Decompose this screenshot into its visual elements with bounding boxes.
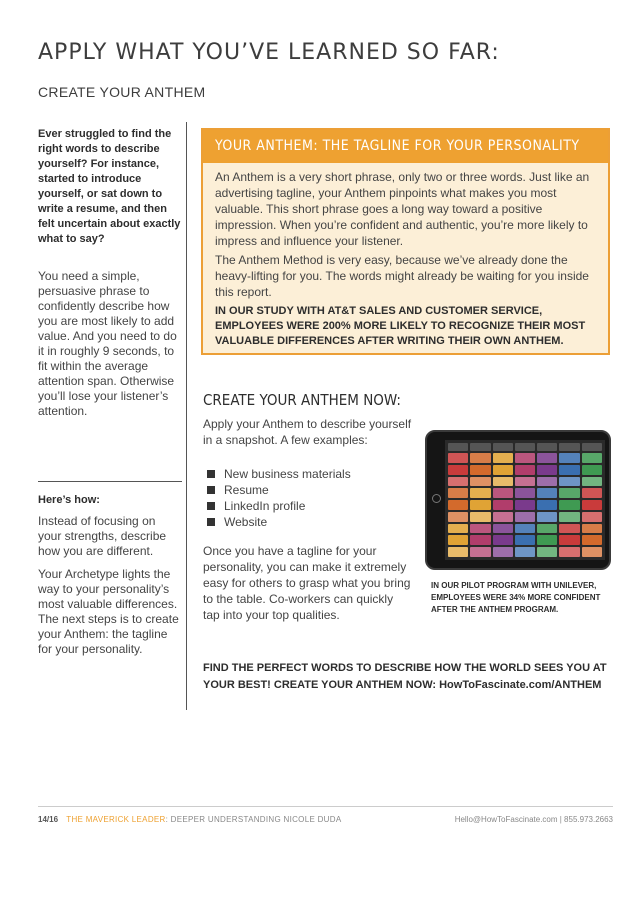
sidebar-steps (38, 514, 182, 657)
callout-highlight: IN OUR STUDY WITH AT&T SALES AND CUSTOMER SERVICE, EMPLOYEES WERE 200% MORE LIKELY TO RECOGNIZE THEIR MOST VALUABLE DIFFERENCES AFTER WRITING THEIR OWN ANTHEM. (215, 305, 586, 347)
list-item: Website (207, 514, 351, 530)
bullet-square-icon (207, 486, 215, 494)
grid-cell (448, 512, 468, 522)
grid-cell (493, 524, 513, 534)
grid-cell (515, 512, 535, 522)
grid-cell (537, 535, 557, 545)
grid-header-cell (559, 443, 579, 451)
grid-cell (515, 524, 535, 534)
grid-header-cell (493, 443, 513, 451)
sidebar-divider (38, 481, 182, 482)
grid-cell (470, 500, 490, 510)
grid-cell (537, 524, 557, 534)
grid-cell (515, 488, 535, 498)
grid-cell (559, 453, 579, 463)
grid-cell (559, 500, 579, 510)
grid-header-cell (448, 443, 468, 451)
footer-contact: Hello@HowToFascinate.com | 855.973.2663 (454, 815, 613, 824)
call-to-action: FIND THE PERFECT WORDS TO DESCRIBE HOW THE WORLD SEES YOU AT YOUR BEST! CREATE YOUR ANTHEM NOW: HowToFascinate.com/ANTHEM (203, 662, 607, 691)
callout-body (203, 163, 608, 349)
tablet-home-button-icon (432, 494, 441, 503)
grid-cell (448, 524, 468, 534)
anthem-callout-box (201, 128, 610, 355)
grid-cell (493, 547, 513, 557)
grid-cell (470, 488, 490, 498)
grid-cell (515, 465, 535, 475)
grid-cell (470, 547, 490, 557)
tablet-image (425, 430, 611, 570)
grid-cell (537, 500, 557, 510)
section-outro: Once you have a tagline for your personality, you can make it extremely easy for others to grasp what you bring to the table. Co-workers can quickly tap into your top qualities. (203, 544, 411, 622)
grid-cell (493, 535, 513, 545)
grid-cell (537, 465, 557, 475)
grid-cell (470, 512, 490, 522)
grid-cell (559, 547, 579, 557)
footer-brand: THE MAVERICK LEADER (66, 815, 166, 824)
grid-cell (493, 512, 513, 522)
grid-cell (559, 535, 579, 545)
grid-header-cell (470, 443, 490, 451)
bullet-square-icon (207, 502, 215, 510)
sidebar-paragraph-2: Instead of focusing on your strengths, describe how you are different. (38, 514, 167, 558)
grid-cell (448, 500, 468, 510)
grid-cell (448, 453, 468, 463)
grid-cell (493, 488, 513, 498)
grid-cell (515, 535, 535, 545)
grid-cell (470, 535, 490, 545)
grid-cell (582, 547, 602, 557)
callout-paragraph-1: An Anthem is a very short phrase, only two or three words. Just like an advertising tagline, your Anthem pinpoints what makes you most valuable. This short phrase goes a long way toward a positive impression. When you’re confident and authentic, you’re more likely to impress and influence your listener. (215, 170, 590, 248)
footer-divider (38, 806, 613, 807)
grid-cell (559, 512, 579, 522)
grid-cell (582, 524, 602, 534)
image-caption: IN OUR PILOT PROGRAM WITH UNILEVER, EMPLOYEES WERE 34% MORE CONFIDENT AFTER THE ANTHEM PROGRAM. (431, 581, 601, 614)
grid-cell (448, 535, 468, 545)
grid-cell (448, 547, 468, 557)
list-item: LinkedIn profile (207, 498, 351, 514)
grid-header-cell (582, 443, 602, 451)
examples-list (207, 466, 351, 530)
grid-cell (582, 453, 602, 463)
section-intro: Apply your Anthem to describe yourself in a snapshot. A few examples: (203, 417, 412, 447)
grid-cell (470, 453, 490, 463)
column-divider (186, 122, 187, 710)
grid-cell (582, 500, 602, 510)
page-title: APPLY WHAT YOU’VE LEARNED SO FAR: (38, 40, 500, 65)
grid-cell (537, 547, 557, 557)
sidebar-paragraph-3: Your Archetype lights the way to your personality’s most valuable differences. The next steps is to create your Anthem: the tagline for your personality. (38, 567, 179, 656)
grid-cell (582, 535, 602, 545)
grid-cell (515, 477, 535, 487)
grid-cell (559, 488, 579, 498)
grid-cell (515, 500, 535, 510)
grid-cell (559, 524, 579, 534)
page-footer (38, 815, 613, 824)
grid-cell (470, 524, 490, 534)
callout-heading: YOUR ANTHEM: THE TAGLINE FOR YOUR PERSONALITY (203, 130, 608, 163)
grid-cell (493, 477, 513, 487)
grid-cell (559, 477, 579, 487)
grid-cell (582, 477, 602, 487)
grid-cell (493, 465, 513, 475)
archetype-grid-image (445, 440, 605, 560)
grid-cell (537, 488, 557, 498)
grid-cell (515, 453, 535, 463)
grid-header-cell (537, 443, 557, 451)
bullet-square-icon (207, 518, 215, 526)
grid-header-cell (515, 443, 535, 451)
grid-cell (470, 477, 490, 487)
grid-cell (448, 465, 468, 475)
callout-paragraph-2: The Anthem Method is very easy, because we’ve already done the heavy-lifting for you. The words might already be waiting for you inside this report. (215, 253, 589, 299)
grid-cell (493, 453, 513, 463)
list-item: New business materials (207, 466, 351, 482)
grid-cell (448, 488, 468, 498)
section-heading: CREATE YOUR ANTHEM NOW: (203, 391, 401, 409)
list-item: Resume (207, 482, 351, 498)
grid-cell (582, 512, 602, 522)
bullet-square-icon (207, 470, 215, 478)
grid-cell (470, 465, 490, 475)
sidebar-how-heading: Here’s how: (38, 494, 100, 506)
grid-cell (493, 500, 513, 510)
grid-cell (537, 512, 557, 522)
grid-cell (515, 547, 535, 557)
footer-subtitle: : DEEPER UNDERSTANDING NICOLE DUDA (165, 815, 342, 824)
sidebar-question: Ever struggled to find the right words to describe yourself? For instance, started to introduce yourself, or sat down to write a resume, and then felt uncertain about exactly what to say? (38, 128, 181, 245)
grid-cell (448, 477, 468, 487)
footer-left (38, 815, 341, 824)
page-number: 14/16 (38, 815, 59, 824)
page-subtitle: CREATE YOUR ANTHEM (38, 84, 206, 100)
grid-cell (582, 488, 602, 498)
grid-cell (537, 453, 557, 463)
grid-cell (559, 465, 579, 475)
sidebar-paragraph-1: You need a simple, persuasive phrase to confidently describe how you are most likely to add value. And you need to do it in roughly 9 seconds, to fit within the average attention span. Otherwise you’ll lose your listener’s attention. (38, 269, 177, 418)
grid-cell (537, 477, 557, 487)
grid-cell (582, 465, 602, 475)
